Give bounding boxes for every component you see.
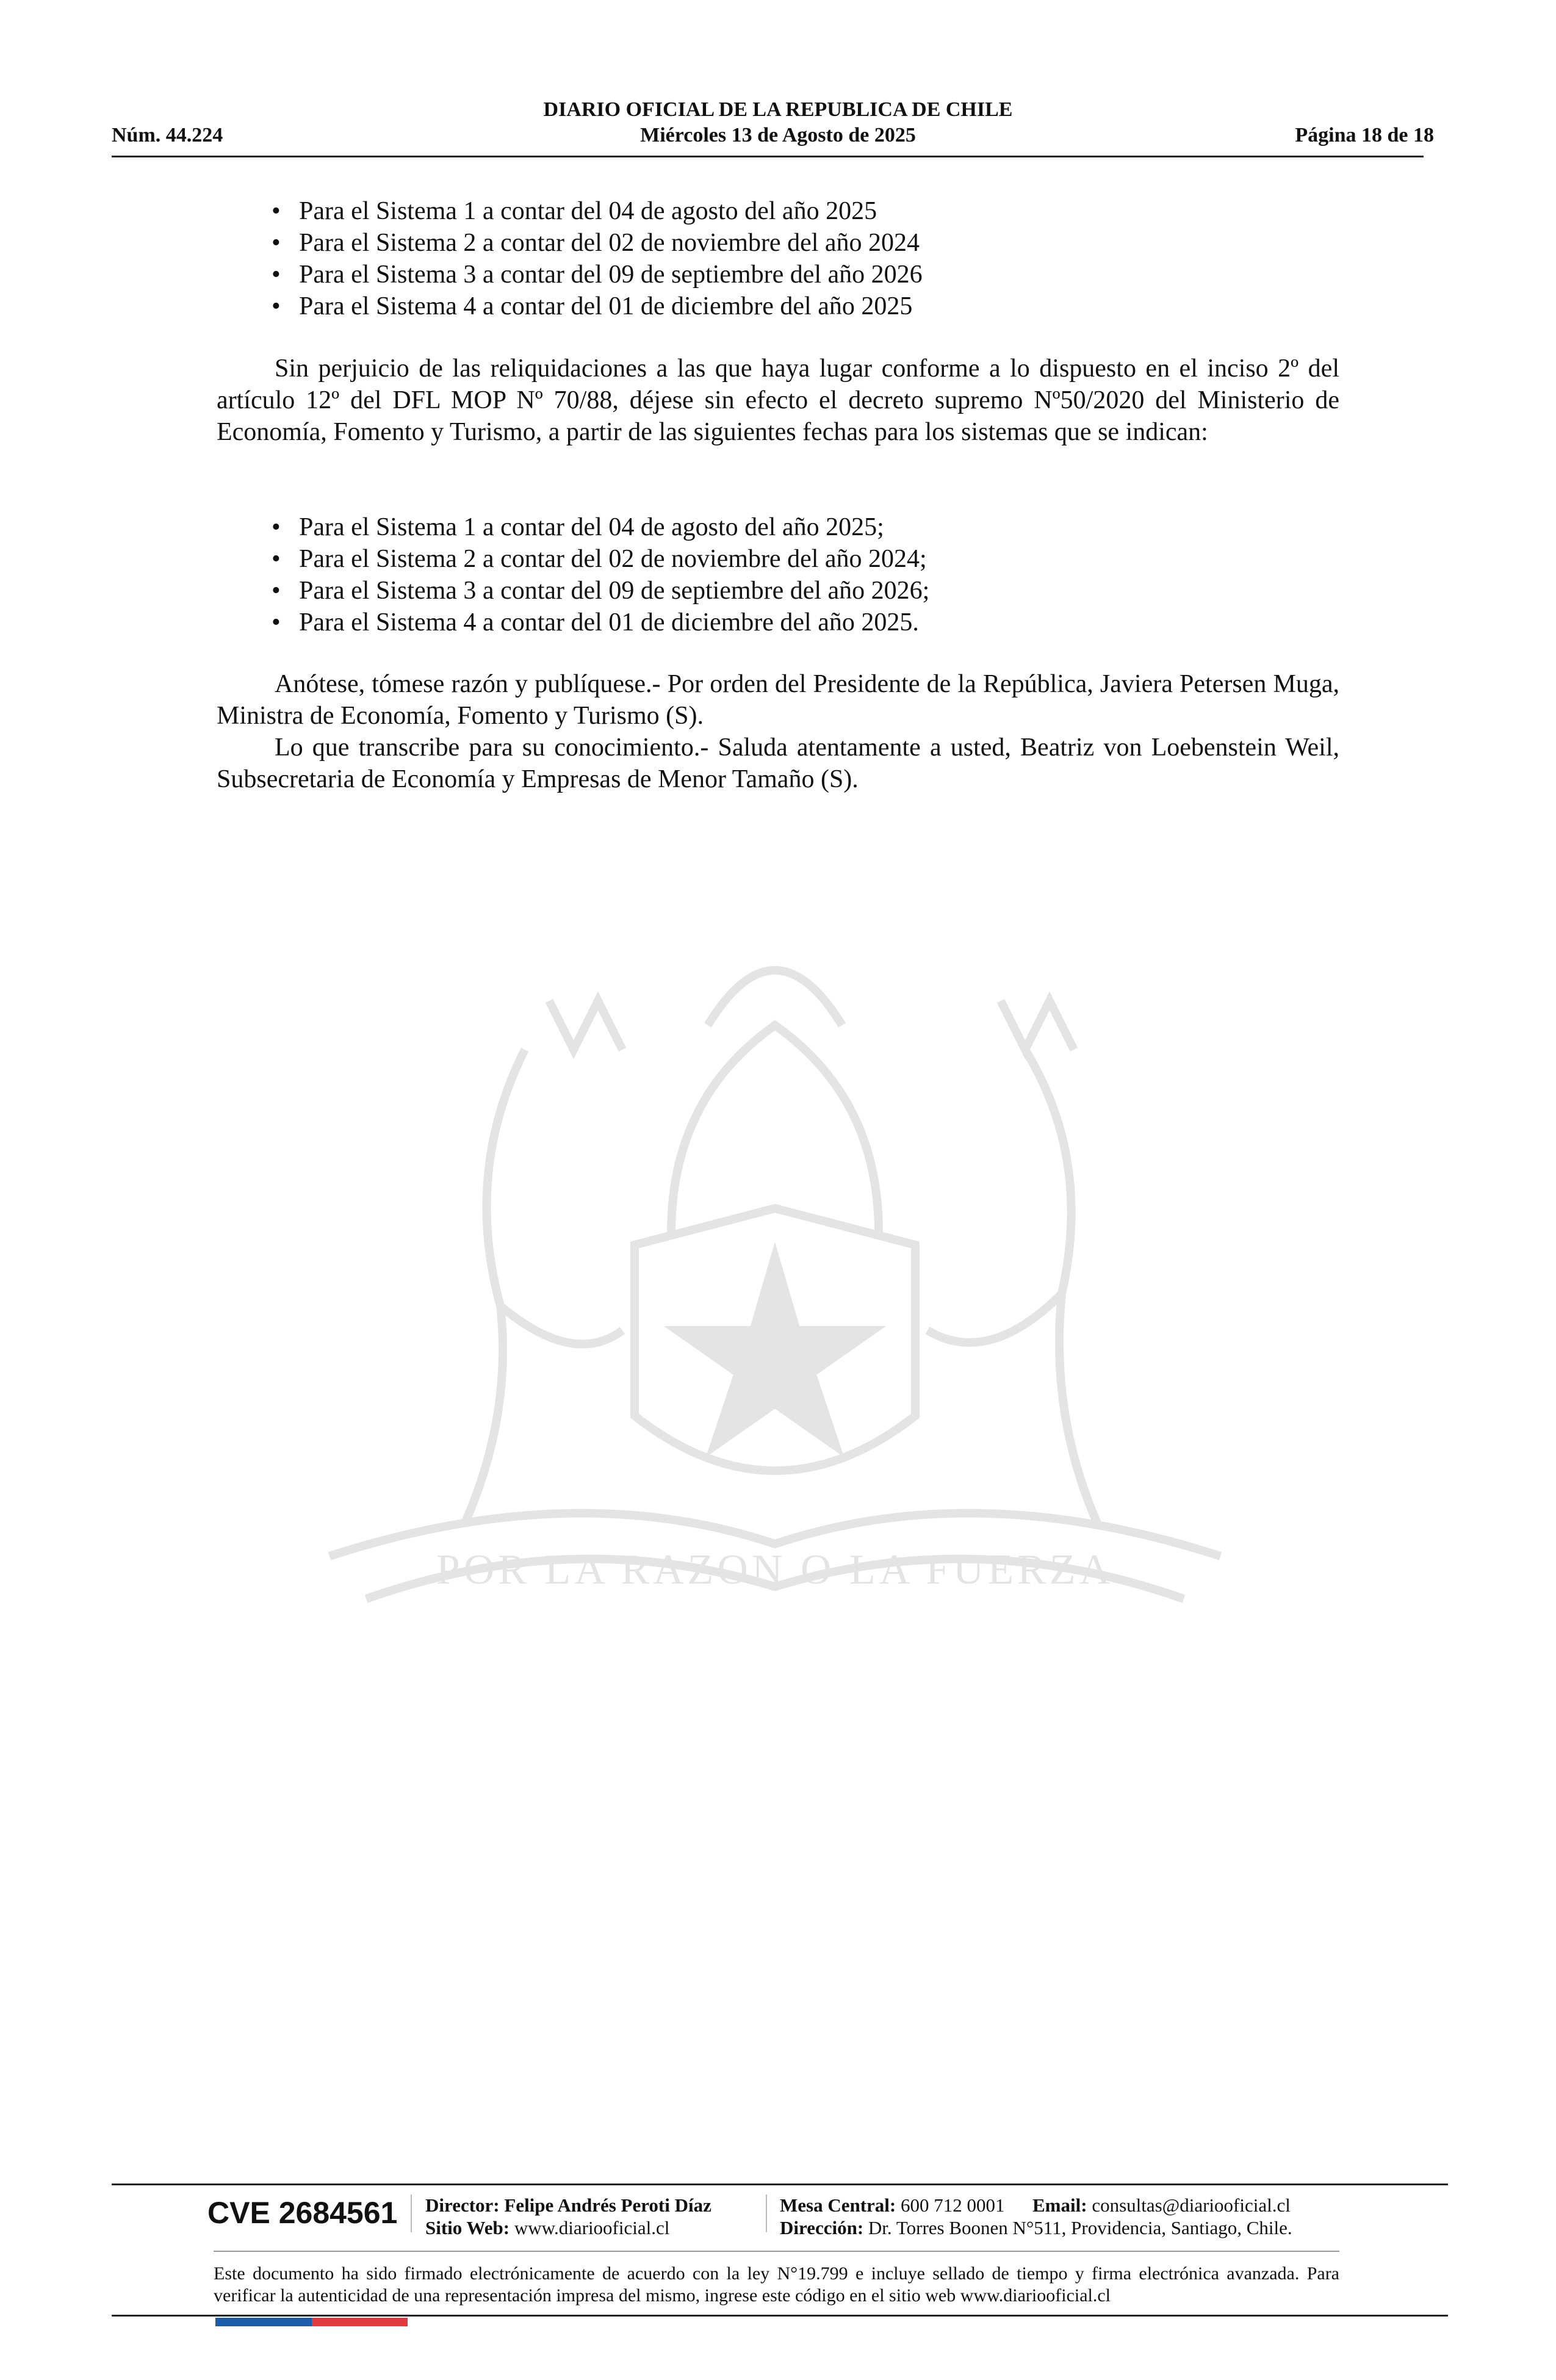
newspaper-title: DIARIO OFICIAL DE LA REPUBLICA DE CHILE xyxy=(543,98,1013,121)
cve-code: CVE 2684561 xyxy=(207,2196,398,2230)
director-label: Director: xyxy=(425,2194,500,2216)
paragraph-derogation: Sin perjuicio de las reliquidaciones a las que haya lugar conforme a lo dispuesto en el inciso 2º del artículo 12º del DFL MOP Nº 70/88, déjese sin efecto el decreto supremo Nº50/2020 del Ministerio de Economía, Fomento y Turismo, a partir de las siguientes fechas para los sistemas que se indican: xyxy=(217,355,1339,446)
page-indicator: Página 18 de 18 xyxy=(1295,124,1434,146)
flag-bar-blue xyxy=(215,2318,312,2326)
bullet-glyph: • xyxy=(272,545,281,573)
footer-divider-bottom xyxy=(112,2315,1448,2317)
list-item: • Para el Sistema 2 a contar del 02 de noviembre del año 2024; xyxy=(272,543,1339,575)
bullet-glyph: • xyxy=(272,513,281,541)
mesa-value: 600 712 0001 xyxy=(901,2194,1005,2216)
footer-separator xyxy=(411,2194,412,2232)
paragraph-transcription: Lo que transcribe para su conocimiento.- Saluda atentamente a usted, Beatriz von Loebenstein Weil, Subsecretaria de Economía y Empresas de Menor Tamaño (S). xyxy=(217,734,1339,793)
email-label: Email: xyxy=(1032,2194,1087,2216)
issue-date: Miércoles 13 de Agosto de 2025 xyxy=(640,124,916,146)
bullet-list-2 xyxy=(272,511,1339,638)
list-item: • Para el Sistema 3 a contar del 09 de septiembre del año 2026; xyxy=(272,575,1339,607)
bullet-glyph: • xyxy=(272,229,281,257)
paragraph-signature: Anótese, tómese razón y publíquese.- Por orden del Presidente de la República, Javiera Petersen Muga, Ministra de Economía, Fomento y Turismo (S). xyxy=(217,670,1339,730)
list-item: • Para el Sistema 1 a contar del 04 de agosto del año 2025 xyxy=(272,195,1339,227)
director-line xyxy=(425,2194,711,2216)
header-divider xyxy=(112,156,1424,157)
website-line xyxy=(425,2216,669,2239)
footer-divider-mid xyxy=(214,2251,1339,2252)
legal-notice: Este documento ha sido firmado electrónicamente de acuerdo con la ley N°19.799 e incluye sellado de tiempo y firma electrónica avanzada. Para verificar la autenticidad de una representación impresa del mismo, ingrese este código en el sitio web www.diariooficial.cl xyxy=(214,2263,1339,2306)
issue-number: Núm. 44.224 xyxy=(112,124,223,146)
seal-motto: POR LA RAZON O LA FUERZA xyxy=(436,1546,1114,1593)
director-name: Felipe Andrés Peroti Díaz xyxy=(504,2194,711,2216)
website-link[interactable]: www.diariooficial.cl xyxy=(514,2217,670,2238)
bullet-glyph: • xyxy=(272,608,281,636)
coat-of-arms-watermark xyxy=(207,867,1342,1672)
address-value: Dr. Torres Boonen N°511, Providencia, Santiago, Chile. xyxy=(868,2217,1292,2238)
mesa-label: Mesa Central: xyxy=(780,2194,896,2216)
website-label: Sitio Web: xyxy=(425,2217,510,2238)
bullet-glyph: • xyxy=(272,261,281,289)
address-label: Dirección: xyxy=(780,2217,864,2238)
footer-divider-top xyxy=(112,2183,1448,2185)
list-item: • Para el Sistema 4 a contar del 01 de diciembre del año 2025. xyxy=(272,607,1339,638)
footer-separator xyxy=(766,2194,767,2232)
list-item: • Para el Sistema 2 a contar del 02 de noviembre del año 2024 xyxy=(272,227,1339,259)
list-item: • Para el Sistema 1 a contar del 04 de agosto del año 2025; xyxy=(272,511,1339,543)
bullet-glyph: • xyxy=(272,197,281,225)
list-item: • Para el Sistema 3 a contar del 09 de septiembre del año 2026 xyxy=(272,259,1339,290)
bullet-list-1 xyxy=(272,195,1339,322)
flag-bar-red xyxy=(312,2318,408,2326)
email-link[interactable]: consultas@diariooficial.cl xyxy=(1092,2194,1291,2216)
bullet-glyph: • xyxy=(272,292,281,320)
list-item: • Para el Sistema 4 a contar del 01 de diciembre del año 2025 xyxy=(272,290,1339,322)
contact-line xyxy=(780,2194,1291,2216)
bullet-glyph: • xyxy=(272,577,281,605)
address-line xyxy=(780,2216,1292,2239)
